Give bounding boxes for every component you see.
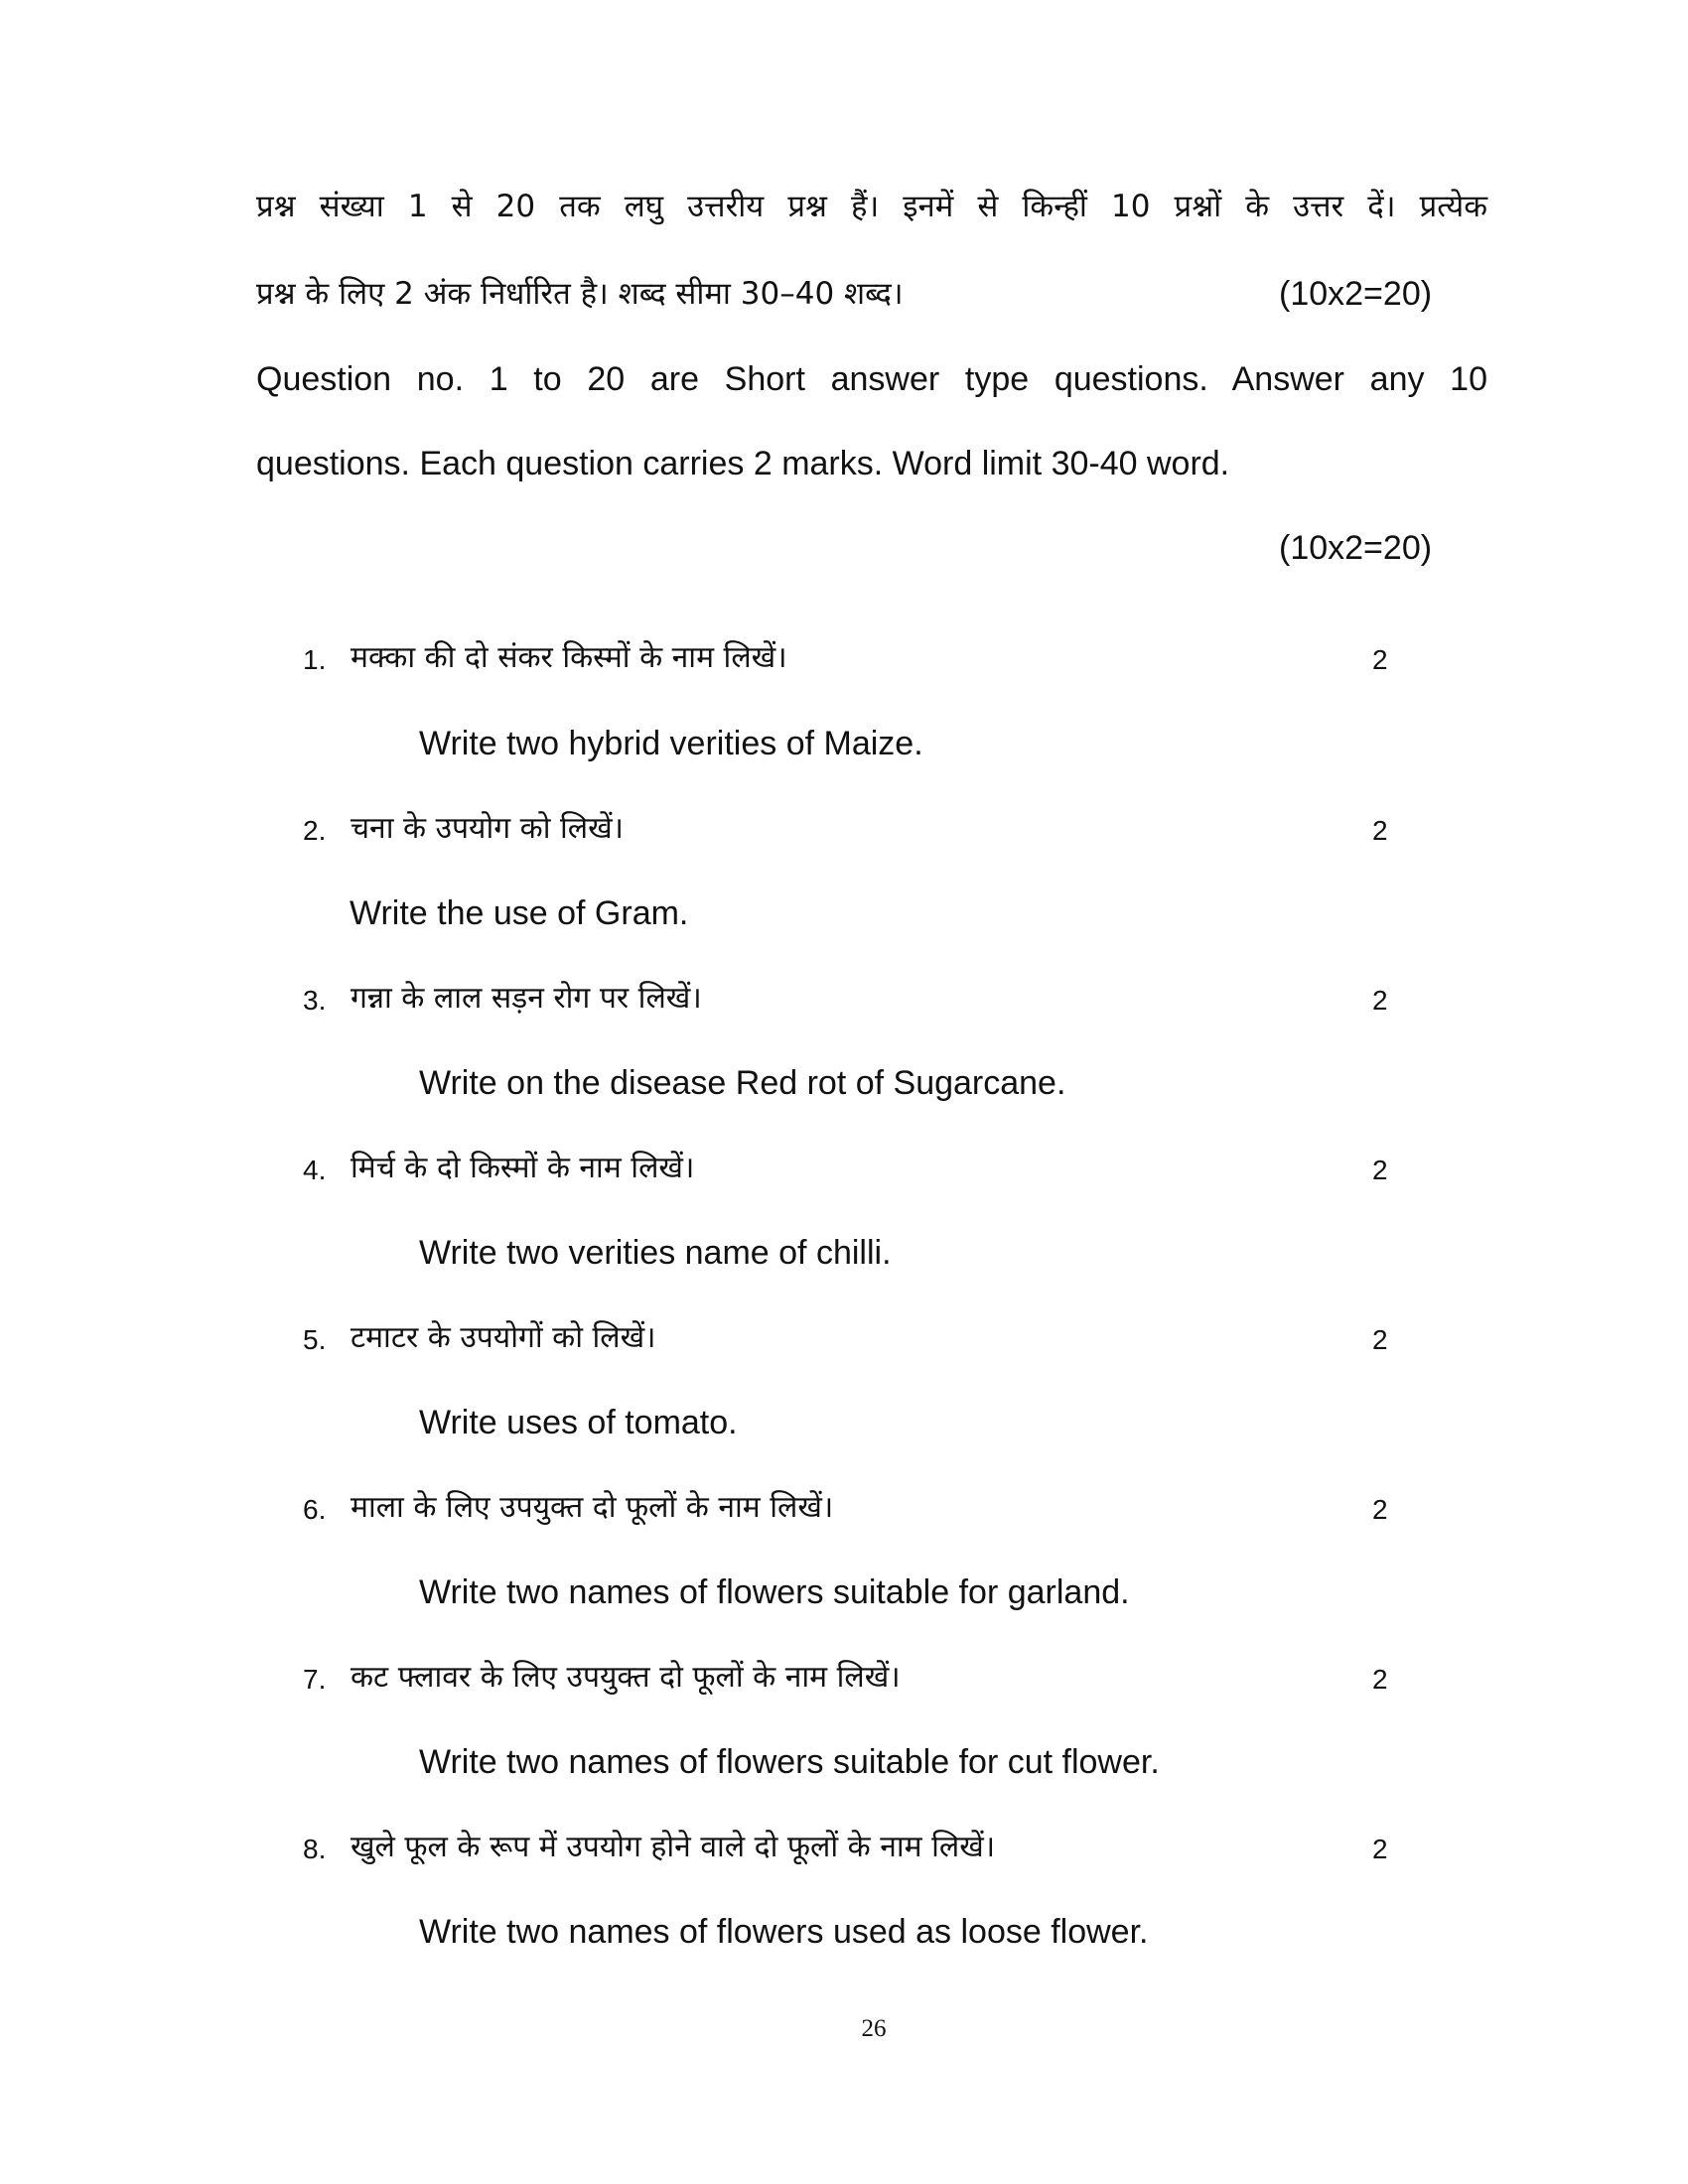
question-hindi: मक्का की दो संकर किस्मों के नाम लिखें। xyxy=(351,640,787,675)
question-number: 6. xyxy=(303,1494,327,1525)
question-marks: 2 xyxy=(1372,644,1388,675)
question-english: Write two names of flowers suitable for cut flower. xyxy=(419,1743,1160,1781)
instructions-english-marks: (10x2=20) xyxy=(1279,529,1433,567)
instructions-hindi-line1: प्रश्न संख्या 1 से 20 तक लघु उत्तरीय प्रश्न हैं। इनमें से किन्हीं 10 प्रश्नों के उत्तर दें। प्रत्येक xyxy=(256,189,1487,224)
question-marks: 2 xyxy=(1372,815,1388,846)
instructions-english-line2: questions. Each question carries 2 marks. Word limit 30-40 word. xyxy=(256,445,1230,482)
question-number: 2. xyxy=(303,815,327,846)
question-number: 3. xyxy=(303,985,327,1016)
question-hindi: टमाटर के उपयोगों को लिखें। xyxy=(351,1320,656,1355)
question-english: Write the use of Gram. xyxy=(350,894,689,932)
question-english: Write on the disease Red rot of Sugarcane. xyxy=(419,1064,1066,1102)
question-row xyxy=(303,1318,1395,1358)
question-row xyxy=(303,979,1395,1019)
question-english: Write uses of tomato. xyxy=(419,1404,738,1441)
question-hindi: कट फ्लावर के लिए उपयुक्त दो फूलों के नाम लिखें। xyxy=(351,1660,901,1695)
instructions-english-line1: Question no. 1 to 20 are Short answer type questions. Answer any 10 xyxy=(256,360,1487,398)
question-marks: 2 xyxy=(1372,985,1388,1016)
question-english: Write two names of flowers suitable for garland. xyxy=(419,1573,1130,1611)
question-row xyxy=(303,1828,1395,1867)
question-marks: 2 xyxy=(1372,1834,1388,1864)
question-row xyxy=(303,809,1395,849)
question-marks: 2 xyxy=(1372,1324,1388,1355)
question-marks: 2 xyxy=(1372,1664,1388,1695)
question-number: 7. xyxy=(303,1664,327,1695)
question-english: Write two hybrid verities of Maize. xyxy=(419,725,923,762)
question-row xyxy=(303,1149,1395,1188)
question-marks: 2 xyxy=(1372,1155,1388,1185)
question-number: 1. xyxy=(303,644,327,675)
question-hindi: माला के लिए उपयुक्त दो फूलों के नाम लिखें। xyxy=(351,1490,834,1525)
question-marks: 2 xyxy=(1372,1494,1388,1525)
instructions-hindi-line2: प्रश्न के लिए 2 अंक निर्धारित है। शब्द सीमा 30–40 शब्द। xyxy=(256,276,904,312)
question-row xyxy=(303,1488,1395,1528)
question-row xyxy=(303,638,1395,678)
question-row xyxy=(303,1658,1395,1698)
question-hindi: चना के उपयोग को लिखें। xyxy=(351,811,625,846)
question-hindi: गन्ना के लाल सड़न रोग पर लिखें। xyxy=(351,981,702,1016)
question-english: Write two names of flowers used as loose flower. xyxy=(419,1913,1149,1951)
page-number: 26 xyxy=(861,2015,887,2042)
instructions-hindi-marks: (10x2=20) xyxy=(1279,275,1433,313)
question-number: 8. xyxy=(303,1834,327,1864)
question-hindi: खुले फूल के रूप में उपयोग होने वाले दो फूलों के नाम लिखें। xyxy=(351,1830,996,1864)
question-hindi: मिर्च के दो किस्मों के नाम लिखें। xyxy=(351,1151,695,1185)
question-number: 5. xyxy=(303,1324,327,1355)
question-number: 4. xyxy=(303,1155,327,1185)
question-english: Write two verities name of chilli. xyxy=(419,1234,892,1272)
